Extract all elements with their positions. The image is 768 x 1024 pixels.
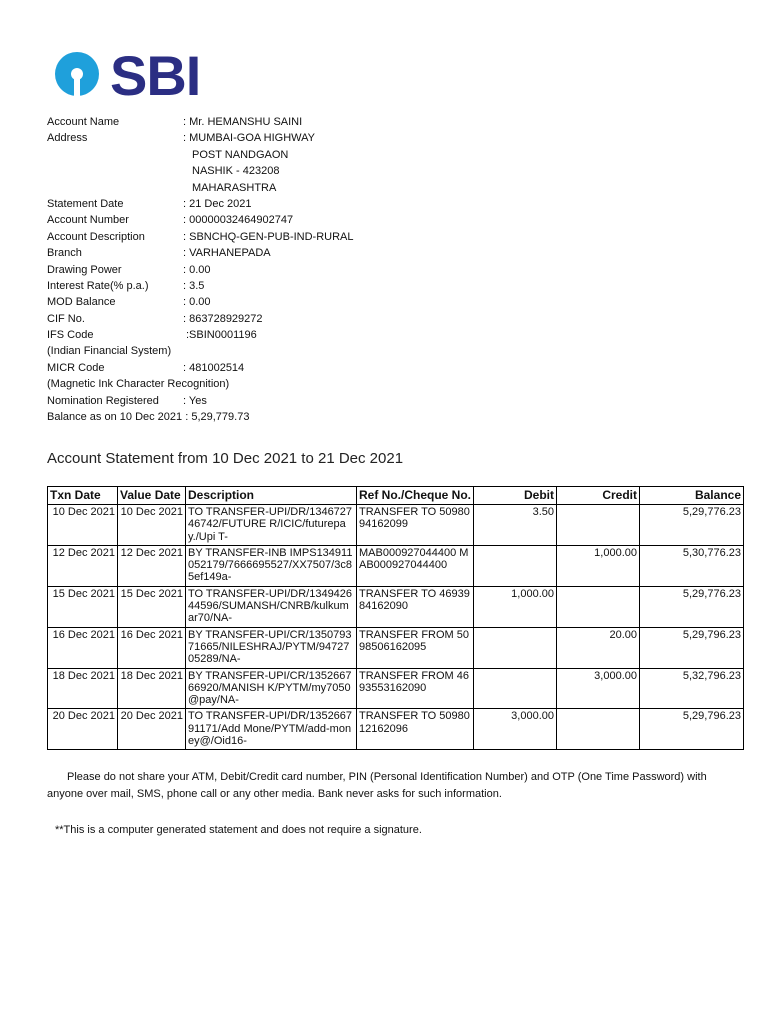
debit-cell [474, 545, 557, 586]
info-value: POST NANDGAON [192, 148, 289, 161]
ref-no-cell: TRANSFER TO 5098094162099 [357, 505, 474, 546]
balance-cell: 5,29,776.23 [640, 586, 744, 627]
debit-cell [474, 668, 557, 709]
info-value: MAHARASHTRA [192, 181, 277, 194]
transactions-table [47, 486, 744, 750]
balance-cell: 5,30,776.23 [640, 545, 744, 586]
ref-no-cell: TRANSFER TO 5098012162096 [357, 709, 474, 750]
sbi-logo-text: SBI [110, 44, 201, 107]
description-cell: TO TRANSFER-UPI/DR/134672746742/FUTURE R/ICIC/futurepay./Upi T- [186, 505, 357, 546]
table-row [48, 505, 744, 546]
info-value: : Mr. HEMANSHU SAINI [183, 116, 303, 128]
txn-date-cell: 12 Dec 2021 [48, 545, 118, 586]
security-notice-text: Please do not share your ATM, Debit/Credit card number, PIN (Personal Identification Number) and OTP (One Time Password) with anyone over mail, SMS, phone call or any other media. Bank never asks for such information. [47, 771, 707, 800]
balance-cell: 5,29,796.23 [640, 709, 744, 750]
table-row [48, 545, 744, 586]
ref-no-cell: TRANSFER FROM 5098506162095 [357, 627, 474, 668]
info-label: CIF No. [47, 312, 85, 325]
table-row [48, 709, 744, 750]
value-date-cell: 15 Dec 2021 [118, 586, 186, 627]
ref-no-cell: MAB000927044400 MAB000927044400 [357, 545, 474, 586]
table-row [48, 627, 744, 668]
txn-date-cell: 15 Dec 2021 [48, 586, 118, 627]
info-label: Account Number [47, 214, 129, 227]
info-label: (Indian Financial System) [47, 345, 172, 358]
txn-date-cell: 16 Dec 2021 [48, 627, 118, 668]
table-row [48, 586, 744, 627]
value-date-cell: 12 Dec 2021 [118, 545, 186, 586]
table-header-row [48, 487, 744, 505]
balance-cell: 5,29,776.23 [640, 505, 744, 546]
info-value: : 481002514 [183, 361, 245, 374]
debit-cell [474, 627, 557, 668]
info-label: Interest Rate(% p.a.) [47, 279, 149, 292]
info-label: Account Description [47, 230, 145, 243]
header-txn-date: Txn Date [48, 487, 118, 505]
info-value: : 00000032464902747 [183, 214, 294, 227]
info-label: Balance as on 10 Dec 2021 : 5,29,779.73 [47, 411, 250, 424]
info-label: Account Name [47, 116, 120, 128]
info-value: : 0.00 [183, 296, 211, 309]
footer-note: **This is a computer generated statement and does not require a signature. [55, 824, 422, 836]
ref-no-cell: TRANSFER FROM 4693553162090 [357, 668, 474, 709]
info-value: : 0.00 [183, 263, 211, 276]
balance-cell: 5,29,796.23 [640, 627, 744, 668]
info-label: (Magnetic Ink Character Recognition) [47, 378, 230, 391]
txn-date-cell: 20 Dec 2021 [48, 709, 118, 750]
debit-cell: 3,000.00 [474, 709, 557, 750]
table-row [48, 668, 744, 709]
header-value-date: Value Date [118, 487, 186, 505]
info-label: Drawing Power [47, 263, 122, 276]
header-ref-no: Ref No./Cheque No. [357, 487, 474, 505]
info-value: : MUMBAI-GOA HIGHWAY [183, 132, 316, 145]
description-cell: BY TRANSFER-UPI/CR/135079371665/NILESHRAJ/PYTM/9472705289/NA- [186, 627, 357, 668]
info-value: : 863728929272 [183, 312, 263, 325]
header-balance: Balance [640, 487, 744, 505]
info-value: : 3.5 [183, 279, 205, 292]
balance-cell: 5,32,796.23 [640, 668, 744, 709]
description-cell: BY TRANSFER-INB IMPS134911052179/7666695527/XX7507/3c85ef149a- [186, 545, 357, 586]
header-debit: Debit [474, 487, 557, 505]
credit-cell: 20.00 [557, 627, 640, 668]
info-label: Branch [47, 247, 82, 260]
info-value: : SBNCHQ-GEN-PUB-IND-RURAL [183, 230, 354, 243]
info-label: MICR Code [47, 361, 105, 374]
sbi-keyhole-icon [54, 51, 100, 97]
value-date-cell: 18 Dec 2021 [118, 668, 186, 709]
info-label: MOD Balance [47, 296, 116, 309]
security-notice [47, 769, 737, 803]
txn-date-cell: 18 Dec 2021 [48, 668, 118, 709]
statement-title: Account Statement from 10 Dec 2021 to 21 Dec 2021 [47, 450, 404, 467]
info-label: IFS Code [47, 329, 94, 342]
info-value: :SBIN0001196 [186, 329, 257, 342]
debit-cell: 3.50 [474, 505, 557, 546]
value-date-cell: 16 Dec 2021 [118, 627, 186, 668]
credit-cell: 1,000.00 [557, 545, 640, 586]
info-label: Statement Date [47, 197, 124, 210]
value-date-cell: 20 Dec 2021 [118, 709, 186, 750]
ref-no-cell: TRANSFER TO 4693984162090 [357, 586, 474, 627]
header-credit: Credit [557, 487, 640, 505]
credit-cell: 3,000.00 [557, 668, 640, 709]
info-label: Nomination Registered [47, 394, 159, 407]
info-value: : Yes [183, 394, 207, 407]
description-cell: TO TRANSFER-UPI/DR/134942644596/SUMANSH/CNRB/kulkumar70/NA- [186, 586, 357, 627]
info-label: Address [47, 132, 88, 145]
txn-date-cell: 10 Dec 2021 [48, 505, 118, 546]
info-value: : 21 Dec 2021 [183, 197, 252, 210]
header-description: Description [186, 487, 357, 505]
description-cell: TO TRANSFER-UPI/DR/135266791171/Add Mone/PYTM/add-money@/Oid16- [186, 709, 357, 750]
credit-cell [557, 505, 640, 546]
info-value: NASHIK - 423208 [192, 165, 280, 178]
info-value: : VARHANEPADA [183, 247, 271, 260]
sbi-logo [54, 44, 201, 107]
description-cell: BY TRANSFER-UPI/CR/135266766920/MANISH K/PYTM/my7050@pay/NA- [186, 668, 357, 709]
credit-cell [557, 709, 640, 750]
value-date-cell: 10 Dec 2021 [118, 505, 186, 546]
credit-cell [557, 586, 640, 627]
debit-cell: 1,000.00 [474, 586, 557, 627]
